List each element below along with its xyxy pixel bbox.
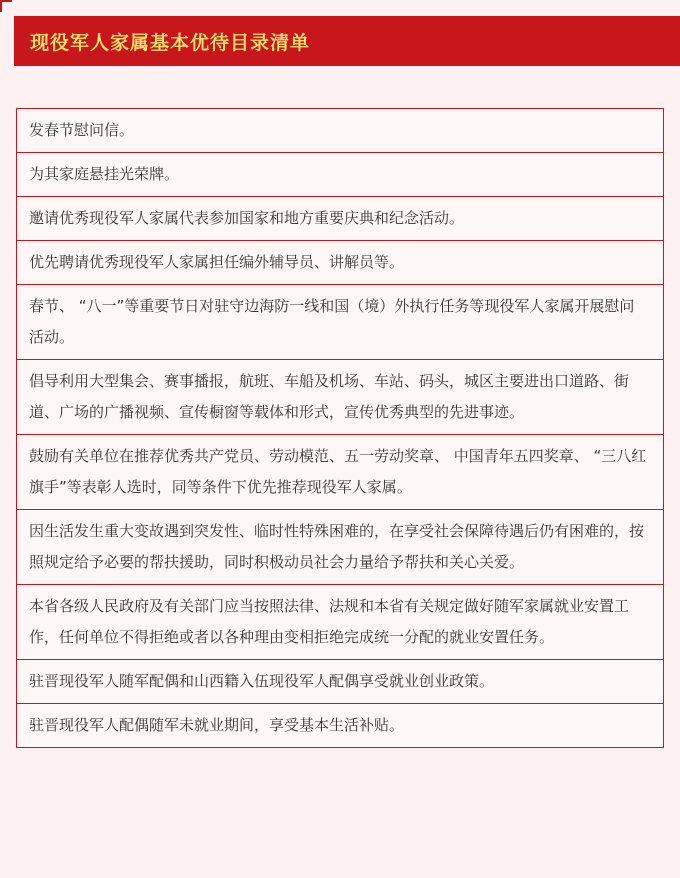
list-item: 因生活发生重大变故遇到突发性、临时性特殊困难的，在享受社会保障待遇后仍有困难的，按照规定给予必要的帮扶援助，同时积极动员社会力量给予帮扶和关心关爱。 [16,510,664,585]
title-banner [14,16,680,66]
list-item: 倡导利用大型集会、赛事播报，航班、车船及机场、车站、码头，城区主要进出口道路、街道、广场的广播视频、宣传橱窗等载体和形式，宣传优秀典型的先进事迹。 [16,360,664,435]
list-item: 鼓励有关单位在推荐优秀共产党员、劳动模范、五一劳动奖章、 中国青年五四奖章、 “三八红旗手”等表彰人选时，同等条件下优先推荐现役军人家属。 [16,435,664,510]
corner-decoration [0,0,12,12]
list-item: 优先聘请优秀现役军人家属担任编外辅导员、讲解员等。 [16,241,664,285]
benefits-list [16,108,664,748]
list-item: 发春节慰问信。 [16,109,664,153]
list-item: 为其家庭悬挂光荣牌。 [16,153,664,197]
list-item: 驻晋现役军人配偶随军未就业期间，享受基本生活补贴。 [16,704,664,748]
list-item: 本省各级人民政府及有关部门应当按照法律、法规和本省有关规定做好随军家属就业安置工作，任何单位不得拒绝或者以各种理由变相拒绝完成统一分配的就业安置任务。 [16,585,664,660]
list-item: 邀请优秀现役军人家属代表参加国家和地方重要庆典和纪念活动。 [16,197,664,241]
page-title: 现役军人家属基本优待目录清单 [30,31,311,54]
list-item: 驻晋现役军人随军配偶和山西籍入伍现役军人配偶享受就业创业政策。 [16,660,664,704]
list-item: 春节、 “八一”等重要节日对驻守边海防一线和国（境）外执行任务等现役军人家属开展慰问活动。 [16,285,664,360]
